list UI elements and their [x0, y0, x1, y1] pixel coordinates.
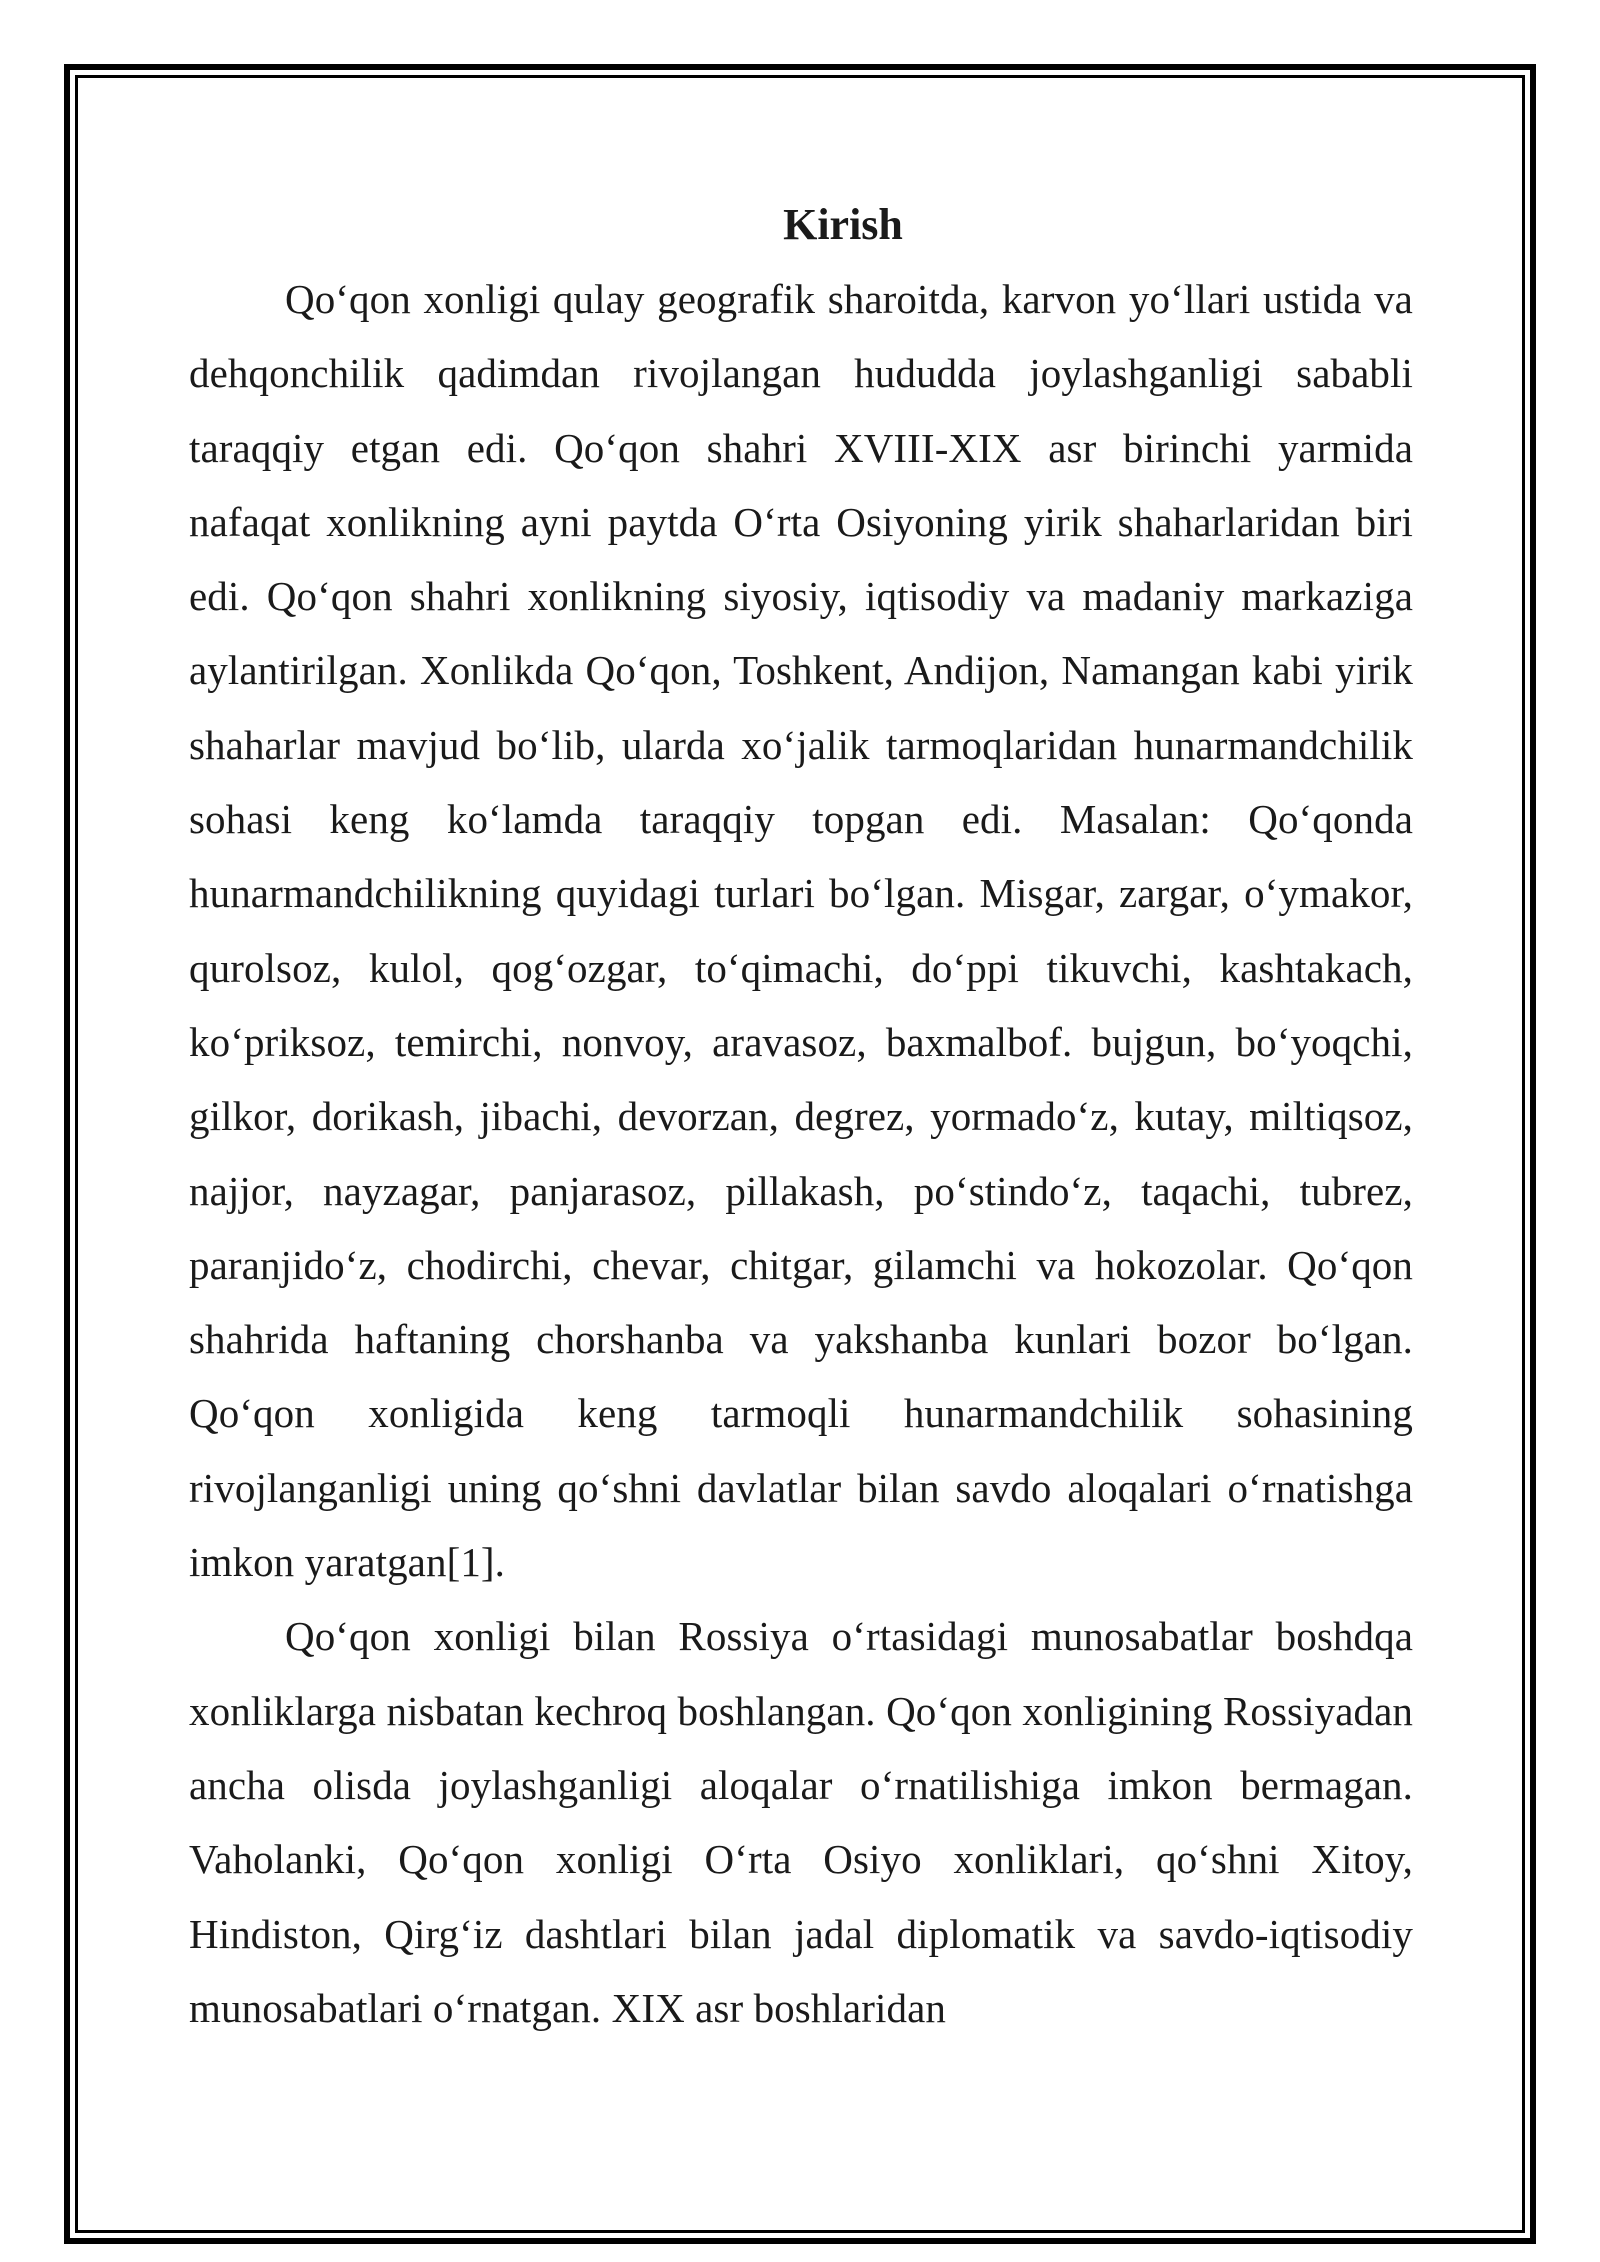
document-title: Kirish	[783, 200, 903, 249]
paragraph-1: Qo‘qon xonligi qulay geografik sharoitda, karvon yo‘llari ustida va dehqonchilik qadimdan rivojlangan hududda joylashganligi sababli taraqqiy etgan edi. Qo‘qon shahri XVIII-XIX asr birinchi yarmida nafaqat xonlikning ayni paytda O‘rta Osiyoning yirik shaharlaridan biri edi. Qo‘qon shahri xonlikning siyosiy, iqtisodiy va madaniy markaziga aylantirilgan. Xonlikda Qo‘qon, Toshkent, Andijon, Namangan kabi yirik shaharlar mavjud bo‘lib, ularda xo‘jalik tarmoqlaridan hunarmandchilik sohasi keng ko‘lamda taraqqiy topgan edi. Masalan: Qo‘qonda hunarmandchilikning quyidagi turlari bo‘lgan. Misgar, zargar, o‘ymakor, qurolsoz, kulol, qog‘ozgar, to‘qimachi, do‘ppi tikuvchi, kashtakach, ko‘priksoz, temirchi, nonvoy, aravasoz, baxmalbof. bujgun, bo‘yoqchi, gilkor, dorikash, jibachi, devorzan, degrez, yormado‘z, kutay, miltiqsoz, najjor, nayzagar, panjarasoz, pillakash, po‘stindo‘z, taqachi, tubrez, paranjido‘z, chodirchi, chevar, chitgar, gilamchi va hokozolar. Qo‘qon shahrida haftaning chorshanba va yakshanba kunlari bozor bo‘lgan. Qo‘qon xonligida keng tarmoqli hunarmandchilik sohasining rivojlanganligi uning qo‘shni davlatlar bilan savdo aloqalari o‘rnatishga imkon yaratgan[1].	[189, 276, 1413, 1586]
page-content	[189, 180, 1413, 2045]
paragraph-2: Qo‘qon xonligi bilan Rossiya o‘rtasidagi munosabatlar boshdqa xonliklarga nisbatan kechroq boshlangan. Qo‘qon xonligining Rossiyadan ancha olisda joylashganligi aloqalar o‘rnatilishiga imkon bermagan. Vaholanki, Qo‘qon xonligi O‘rta Osiyo xonliklari, qo‘shni Xitoy, Hindiston, Qirg‘iz dashtlari bilan jadal diplomatik va savdo-iqtisodiy munosabatlari o‘rnatgan. XIX asr boshlaridan	[189, 1613, 1413, 2031]
